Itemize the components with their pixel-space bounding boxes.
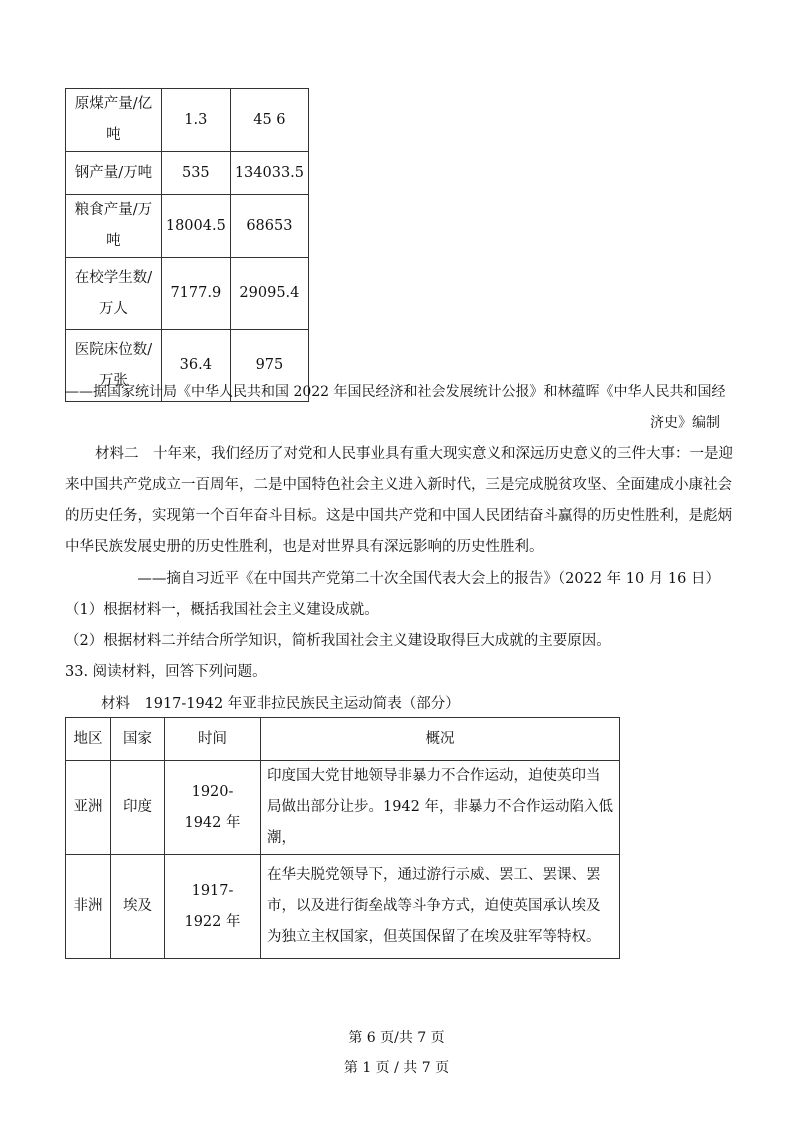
material2-citation: ——摘自习近平《在中国共产党第二十次全国代表大会上的报告》（2022 年 10 月 16 日） <box>137 571 720 587</box>
header-country: 国家 <box>111 718 165 761</box>
value-cell: 975 <box>230 330 308 402</box>
value-cell: 29095.4 <box>230 258 308 330</box>
material2-line: 来中国共产党成立一百周年，二是中国特色社会主义进入新时代，三是完成脱贫攻坚、全面建成小康社会 <box>65 477 732 493</box>
country-cell: 埃及 <box>111 855 165 959</box>
material2-line: 中华民族发展史册的历史性胜利，也是对世界具有深远影响的历史性胜利。 <box>65 539 544 555</box>
row-label: 在校学生数/万人 <box>66 258 162 330</box>
table-row <box>66 855 620 959</box>
row-label: 原煤产量/亿吨 <box>66 89 162 152</box>
row-label: 粮食产量/万吨 <box>66 195 162 258</box>
country-cell: 印度 <box>111 761 165 855</box>
material-title: 材料 1917-1942 年亚非拉民族民主运动简表（部分） <box>101 696 460 712</box>
table-row <box>66 258 309 330</box>
question-33-title: 33. 阅读材料，回答下列问题。 <box>65 664 267 680</box>
value-cell: 7177.9 <box>161 258 230 330</box>
page-number-original: 第 6 页/共 7 页 <box>348 1030 445 1046</box>
header-region: 地区 <box>66 718 111 761</box>
value-cell: 18004.5 <box>161 195 230 258</box>
question-2: （2）根据材料二并结合所学知识，简析我国社会主义建设取得巨大成就的主要原因。 <box>65 633 611 649</box>
movements-table <box>65 717 620 959</box>
table-row <box>66 89 309 152</box>
region-cell: 亚洲 <box>66 761 111 855</box>
overview-cell: 印度国大党甘地领导非暴力不合作运动，迫使英印当局做出部分让步。1942 年，非暴力不合作运动陷入低潮， <box>261 761 620 855</box>
row-label: 医院床位数/万张 <box>66 330 162 402</box>
table-row <box>66 195 309 258</box>
question-1: （1）根据材料一，概括我国社会主义建设成就。 <box>65 602 379 618</box>
table-row <box>66 152 309 195</box>
source-citation-1: ——据国家统计局《中华人民共和国 2022 年国民经济和社会发展统计公报》和林蕴晖《中华人民共和国经 <box>65 384 726 400</box>
value-cell: 68653 <box>230 195 308 258</box>
value-cell: 134033.5 <box>230 152 308 195</box>
source-citation-1-cont: 济史》编制 <box>650 415 720 431</box>
table-row <box>66 761 620 855</box>
value-cell: 36.4 <box>161 330 230 402</box>
time-cell: 1917-1922 年 <box>165 855 261 959</box>
value-cell: 45 6 <box>230 89 308 152</box>
time-cell: 1920-1942 年 <box>165 761 261 855</box>
header-time: 时间 <box>165 718 261 761</box>
statistics-table <box>65 88 309 402</box>
material2-line: 的历史任务，实现第一个百年奋斗目标。这是中国共产党和中国人民团结奋斗赢得的历史性胜利，是彪炳 <box>65 508 732 524</box>
overview-cell: 在华夫脱党领导下，通过游行示威、罢工、罢课、罢市，以及进行街垒战等斗争方式，迫使英国承认埃及为独立主权国家，但英国保留了在埃及驻军等特权。 <box>261 855 620 959</box>
header-overview: 概况 <box>261 718 620 761</box>
region-cell: 非洲 <box>66 855 111 959</box>
page-number: 第 1 页 / 共 7 页 <box>343 1060 450 1076</box>
material2-line: 材料二 十年来，我们经历了对党和人民事业具有重大现实意义和深远历史意义的三件大事：一是迎 <box>95 446 733 462</box>
row-label: 钢产量/万吨 <box>66 152 162 195</box>
value-cell: 535 <box>161 152 230 195</box>
table-header-row <box>66 718 620 761</box>
value-cell: 1.3 <box>161 89 230 152</box>
